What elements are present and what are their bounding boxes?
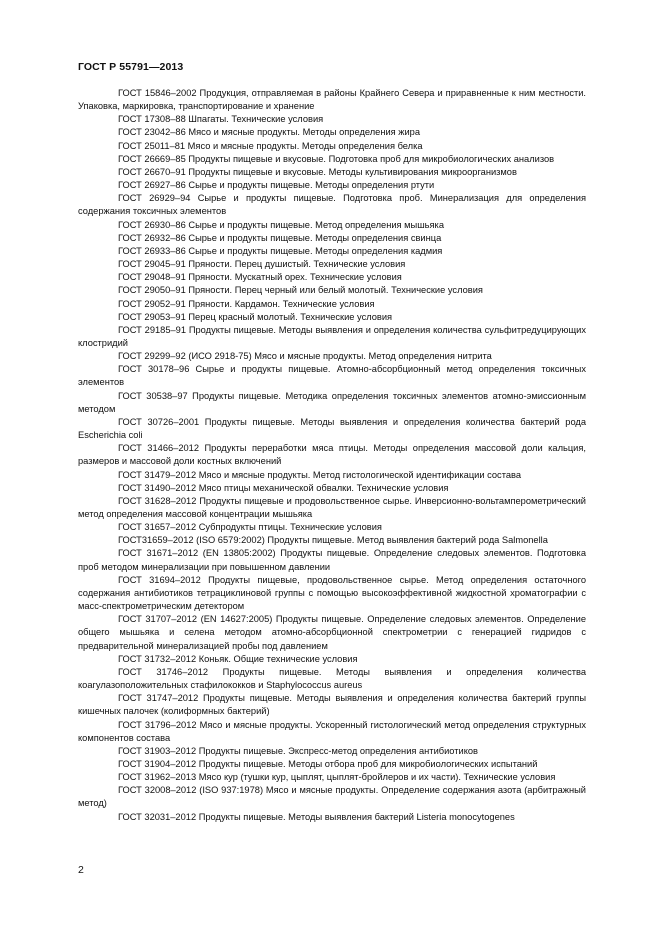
reference-item: ГОСТ 26669–85 Продукты пищевые и вкусовые. Подготовка проб для микробиологических анализов (118, 153, 555, 164)
reference-item: ГОСТ 31962–2013 Мясо кур (тушки кур, цыплят, цыплят-бройлеров и их части). Технические условия (118, 772, 556, 783)
reference-item: ГОСТ 32008–2012 (ISO 937:1978) Мясо и мясные продукты. Определение содержания азота (арбитражный метод) (78, 785, 586, 809)
reference-item: ГОСТ 30178–96 Сырье и продукты пищевые. Атомно-абсорбционный метод определения токсичных элементов (78, 364, 586, 388)
reference-item: ГОСТ 26670–91 Продукты пищевые и вкусовые. Методы культивирования микроорганизмов (118, 166, 517, 177)
reference-item: ГОСТ 31746–2012 Продукты пищевые. Методы выявления и определения количества коагулазоположительных стафилококков и Staphylococcus aureus (78, 666, 586, 691)
reference-item: ГОСТ 31466–2012 Продукты переработки мяса птицы. Методы определения массовой доли кальция, размеров и массовой доли костных включений (78, 443, 586, 467)
reference-item: ГОСТ 26932–86 Сырье и продукты пищевые. Методы определения свинца (118, 232, 442, 243)
reference-item: ГОСТ 29045–91 Пряности. Перец душистый. Технические условия (118, 259, 406, 270)
reference-item: ГОСТ 29050–91 Пряности. Перец черный или белый молотый. Технические условия (118, 285, 483, 296)
reference-item: ГОСТ 29299–92 (ИСО 2918-75) Мясо и мясные продукты. Метод определения нитрита (118, 351, 492, 362)
reference-item: ГОСТ 31904–2012 Продукты пищевые. Методы отбора проб для микробиологических испытаний (118, 758, 538, 769)
reference-item: ГОСТ 30538–97 Продукты пищевые. Методика определения токсичных элементов атомно-эмиссионным методом (78, 390, 586, 414)
reference-item: ГОСТ 31479–2012 Мясо и мясные продукты. Метод гистологической идентификации состава (118, 469, 522, 480)
reference-item: ГОСТ 17308–88 Шпагаты. Технические условия (118, 114, 324, 125)
reference-item: ГОСТ 23042–86 Мясо и мясные продукты. Методы определения жира (118, 127, 421, 138)
reference-item: ГОСТ 29048–91 Пряности. Мускатный орех. Технические условия (118, 272, 402, 283)
reference-item: ГОСТ 26929–94 Сырье и продукты пищевые. Подготовка проб. Минерализация для определения содержания токсичных элементов (78, 193, 586, 217)
reference-item: ГОСТ 31490–2012 Мясо птицы механической обвалки. Технические условия (118, 482, 449, 493)
reference-item: ГОСТ 31747–2012 Продукты пищевые. Методы выявления и определения количества бактерий группы кишечных палочек (колиформных бактерий) (78, 693, 586, 717)
reference-item: ГОСТ 31671–2012 (EN 13805:2002) Продукты пищевые. Определение следовых элементов. Подготовка проб методом минерализации при повышенном давлении (78, 548, 586, 572)
page-number: 2 (78, 864, 84, 876)
reference-item: ГОСТ 26930–86 Сырье и продукты пищевые. Метод определения мышьяка (118, 219, 444, 230)
reference-item: ГОСТ 29053–91 Перец красный молотый. Технические условия (118, 311, 393, 322)
reference-item: ГОСТ 31628–2012 Продукты пищевые и продовольственное сырье. Инверсионно-вольтамперометрический метод определения массовой концентрации мышьяка (78, 495, 586, 519)
reference-item: ГОСТ 31694–2012 Продукты пищевые, продовольственное сырье. Метод определения остаточного содержания антибиотиков тетрациклиновой группы с помощью высокоэффективной жидкостной хроматографии с масс-спектрометрическим детектором (78, 574, 586, 612)
normative-references-list (78, 87, 586, 824)
reference-item: ГОСТ 29052–91 Пряности. Кардамон. Технические условия (118, 298, 375, 309)
reference-item: ГОСТ 31657–2012 Субпродукты птицы. Технические условия (118, 522, 382, 533)
reference-item: ГОСТ 31903–2012 Продукты пищевые. Экспресс-метод определения антибиотиков (118, 745, 478, 756)
reference-item: ГОСТ 25011–81 Мясо и мясные продукты. Методы определения белка (118, 140, 423, 151)
document-header: ГОСТ Р 55791—2013 (78, 61, 184, 73)
reference-item: ГОСТ 31796–2012 Мясо и мясные продукты. Ускоренный гистологический метод определения структурных компонентов состава (78, 719, 586, 743)
reference-item: ГОСТ 32031–2012 Продукты пищевые. Методы выявления бактерий Listeria monocytogenes (118, 811, 515, 822)
reference-item: ГОСТ 30726–2001 Продукты пищевые. Методы выявления и определения количества бактерий рода Escherichia coli (78, 416, 586, 441)
reference-item: ГОСТ 26927–86 Сырье и продукты пищевые. Методы определения ртути (118, 180, 435, 191)
reference-item: ГОСТ 29185–91 Продукты пищевые. Методы выявления и определения количества сульфитредуцирующих клостридий (78, 324, 586, 348)
reference-item: ГОСТ 15846–2002 Продукция, отправляемая в районы Крайнего Севера и приравненные к ним местности. Упаковка, маркировка, транспортирование и хранение (78, 88, 586, 112)
reference-item: ГОСТ 31707–2012 (EN 14627:2005) Продукты пищевые. Определение следовых элементов. Определение общего мышьяка и селена методом атомно-абсорбционной спектрометрии с генерацией гидридов с предварительной минерализацией пробы под давлением (78, 614, 586, 651)
reference-item: ГОСТ 26933–86 Сырье и продукты пищевые. Методы определения кадмия (118, 245, 443, 256)
reference-item: ГОСТ31659–2012 (ISO 6579:2002) Продукты пищевые. Метод выявления бактерий рода Salmonella (118, 535, 548, 546)
reference-item: ГОСТ 31732–2012 Коньяк. Общие технические условия (118, 653, 358, 664)
